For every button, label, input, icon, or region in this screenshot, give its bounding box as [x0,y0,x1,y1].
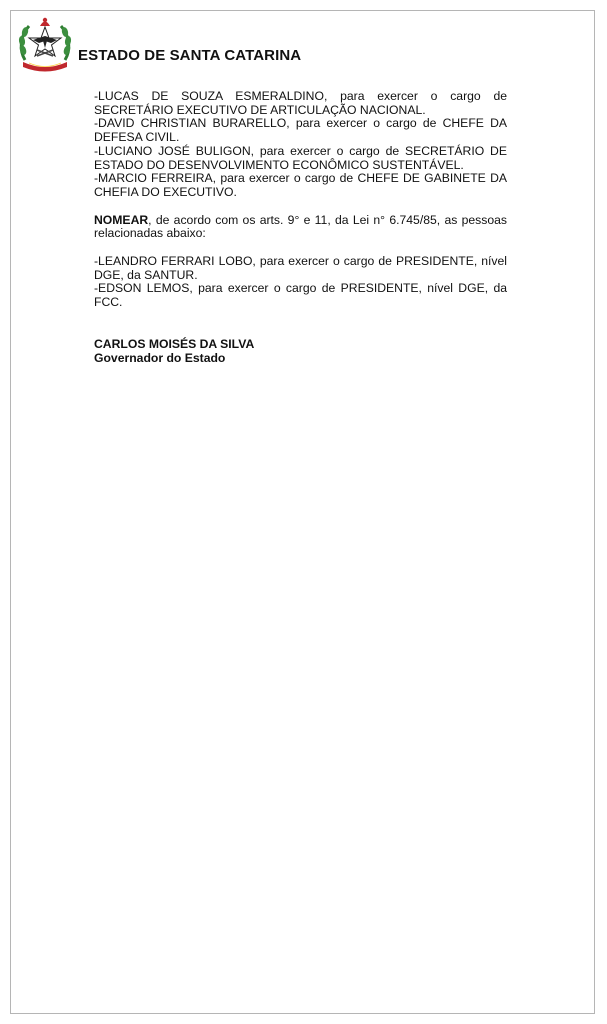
appointment-item: -EDSON LEMOS, para exercer o cargo de PRESIDENTE, nível DGE, da FCC. [94,281,507,310]
appointment-item: -MARCIO FERREIRA, para exercer o cargo de CHEFE DE GABINETE DA CHEFIA DO EXECUTIVO. [94,171,507,199]
state-title: ESTADO DE SANTA CATARINA [78,47,302,64]
coat-of-arms-icon [17,16,73,72]
signature-name: CARLOS MOISÉS DA SILVA [94,336,255,351]
document-page [10,10,595,1014]
decree-body [94,90,507,365]
nomear-text: , de acordo com os arts. 9° e 11, da Lei n° 6.745/85, as pessoas relacionadas abaixo: [94,212,507,241]
appointment-item: -LUCIANO JOSÉ BULIGON, para exercer o cargo de SECRETÁRIO DE ESTADO DO DESENVOLVIMENTO ECONÔMICO SUSTENTÁVEL. [94,143,507,172]
appointment-item: -LUCAS DE SOUZA ESMERALDINO, para exercer o cargo de SECRETÁRIO EXECUTIVO DE ARTICULAÇÃO NACIONAL. [94,89,507,117]
nomear-keyword: NOMEAR [94,212,149,227]
appointment-item: -DAVID CHRISTIAN BURARELLO, para exercer o cargo de CHEFE DA DEFESA CIVIL. [94,116,507,145]
appointment-item: -LEANDRO FERRARI LOBO, para exercer o cargo de PRESIDENTE, nível DGE, da SANTUR. [94,254,507,282]
nomear-paragraph [94,214,507,241]
signature-role: Governador do Estado [94,350,226,365]
